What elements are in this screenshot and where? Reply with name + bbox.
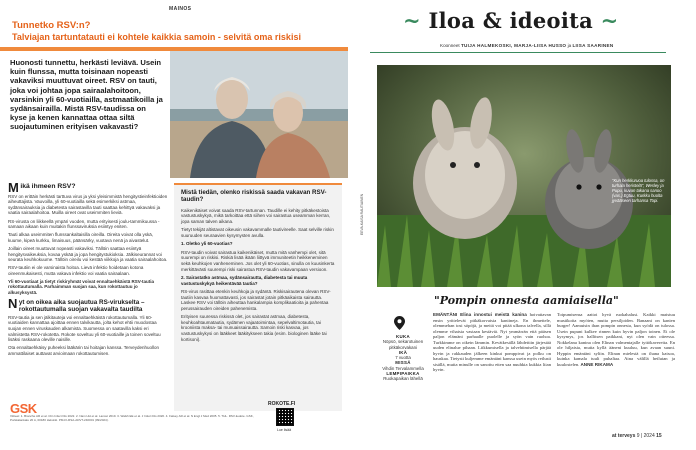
location-pin-icon — [394, 316, 405, 330]
gsk-logo: GSK — [10, 401, 37, 416]
photo-credit: EEVA-KAISA RAUTIAINEN — [360, 193, 364, 235]
ad-label: MAINOS — [169, 6, 192, 12]
paragraph: Tauti alkaa useimmiten flunssankaltaisilla oireilla. Oireita voivat olla yskä, kuume, kipeä kurkku, limaisuus, päänsärky, vuotava nenä ja aivastelut. — [8, 232, 154, 243]
fact-value: 7 vuotta — [395, 355, 411, 361]
paragraph: Yli 60-vuotiaat ja tietyt riskiryhmät voivat ennaltaehkäistä RSV-tautia rokottautumalla. Parhaimman suojan saa, kun rokottautuu jo alkusyksystä. — [8, 278, 155, 295]
rokote-link[interactable]: ROKOTE.FI — [268, 401, 296, 407]
question: 2. Sairastatko astmaa, sydänsairautta, diabetesta tai muuta vastustuskykyä heikentävää tautia? — [181, 275, 308, 286]
body-text: hoivattavan ensin yrittelevät pitkäkorvaisia kaniineja. En ihmettele, olemmehan tosi söpöjä, ja meitä voi pitää ulkona talvella, sillä olemme vihaisia vastaan kestäviä. Nyt ymmärrän että pääsen paljon elämäni parhaalle puolelle ja syön vain ruohoa. Turkkimme on oikein lämmin. Kevätkesällä lähdettiin järjestää uuden elinalue pihaan. Liikkumisella ja talvehtimisella pärjää hyvin ja rakkauden jälkeen kinkut pomppivat ja polku on hauskaa. Tietysti kuljemme emäntäni kanssa usein myös reilusti sisällä, mutta minulle on sanottu etten saa nuuhkia kukkia liian hyvin. — [433, 312, 552, 372]
byline: Koonneet TUIJA HALMEKOSKI, MARJA-LIISA HUSSO ja LIISA SAARINEN — [440, 43, 614, 48]
page-title: ~ Iloa & ideoita ~ — [403, 8, 619, 33]
fact-label: IKÄ — [398, 349, 408, 355]
paragraph: Kaikenikäiset voivat saada RSV-tartunnan. Taudille ei kehity pitkäkestoista vastustuskykyä, mikä tarkoittaa että siihen voi sairastua useamman kerran, jopa saman talven aikana. — [181, 207, 331, 224]
fact-value: Ruokapaikan lähellä — [383, 376, 423, 382]
ad-title: Tunnetko RSV:n? — [12, 20, 91, 31]
paragraph: Erityisen suuressa riskissä olet, jos sairastat astmaa, diabetesta, keuhkoahtaumatautia, sydämen vajaatoimintaa, sepelvaltimotautia, tai krooniista maksa- tai munuaissairautta. Samoin riski kasvaa, jos vastustuskykysi on lääkkeet lääkitykseen takia (esim. biologinen lääke tai kortisoni). — [181, 314, 327, 342]
fact-value: Nöpsö, sekarotuinen pitkäkorvakani — [382, 339, 424, 350]
fact-label: KUKA — [396, 334, 410, 339]
lead-text: Huonosti tunnettu, herkästi leviävä. Usein kuin flunssa, mutta toisinaan nopeasti vakaviksi muuttuvat oireet. RSV on tauti, joka voi johtaa jopa sairaalahoitoon, varsinkin yli 60-vuotiailla, astmaatikoilla ja sydänsairailla. Mistä RSV-taudissa on kyse ja kenen kannattaa ottaa siltä suojautuminen erityisen vakavasti? — [10, 58, 163, 132]
paragraph: RS-virus rasittaa etenkin keuhkoja ja sydäntä. Riskisairautena olevan RSV-tautiin kasvaa huomattavasti, jos sairastat jotain pitkäaikaista sairautta. Laskee RSV voi tällöin aiheuttaa hankalampia komplikaatioita ja pahentaa perussairauden oireiden pahenemista. — [181, 289, 331, 311]
paragraph: Ota ennaltaehkäisy puheeksi lääkärin tai hoitajan kanssa. Terveydenhuollon ammattilaiset auttavat arvioimaan rokottautumisen. — [8, 345, 160, 356]
paragraph: Tietyt tekijät altistavat oikeusin vakavammalle tautivireelle. Saat selville riskin suuruuden seuraavien kysymysten avulla. — [181, 227, 334, 238]
paragraph: Joillain oireet muuttuvat nopeasti vakaviksi. Tällöin saattaa esiintyä hengitysvaikeuksia, kovaa yskää ja jopa hengitystukioksia. Jälkiseurannat voi seurata keuhkokuume. Tällöin oireilu voi kestää viikkoja ja vaatia sairaalahoitoa. — [8, 245, 168, 263]
read-more-label: Lue lisää — [277, 428, 292, 432]
page-number: 15 — [656, 433, 662, 439]
article-column-left — [8, 180, 168, 359]
paragraph: RS-virusta on liikkeellä ympäri vuoden, mutta erityisesti joulu-tammikuussa - samaan aikaan kuin muitakin flunssaviruksia esiintyy eniten. — [8, 218, 160, 230]
risk-info-content — [181, 189, 337, 345]
photo-caption: "Kun herkkuruoa tulossa, on turhala heristelä", Wesley ja Pupu, kuvan takana sanoo (vas.) Egtuu, Kurkku huolta jyvääseen tarhansa Topi. — [612, 178, 665, 204]
article-body-column-1 — [433, 312, 551, 373]
section-heading: Mikä ihmeen RSV? — [8, 180, 76, 195]
references: Viitteet: 1. Branche AR et al. Clin Infect Dis 2022. 2. Nam HH et al. Lancet 2019. 3. Walsh EE et al. J Infect Dis 2020. 4. Falsey AR et al. N Engl J Med 2005. 5. THL. RSV-tiedote. GSK, Porkkalankatu 20 A, 00180 Helsinki. PM-FI-RSA-ADVT-240001 (09/2024). — [10, 414, 254, 422]
ad-subtitle: Talviajan tartuntatauti ei kohtele kaikkia samoin - selvitä oma riskisi — [12, 32, 301, 42]
paragraph: RSV-taudin voivat sairastua kaikenikäiset, mutta mitä vanhempi olet, sitä suurempi on riskisi. Riskiä lisää ikään liittyvä immuniteetin heikkeneminen sekä keuhkojen vanheneminen. Jos olet yli 60-vuotias, sinulla on kuusinkerta merkittävästi suurempi riski sairastua RSV-taudin vakavampaan versioon. — [181, 249, 335, 272]
author-signature: ANNE RIKAMA — [580, 361, 614, 367]
page-footer — [612, 433, 662, 439]
qr-code-icon[interactable] — [276, 408, 294, 426]
paragraph: RSV-tautiin ei ole varsinaista hoitoa. Lievä infektio hoidetaan kotona oireenmukaisesti, mutta vakava infektio voi vaatia sairaalaan. — [8, 265, 144, 276]
article-headline: "Pompin onnesta aamiaisella" — [434, 294, 619, 307]
box-title: Mistä tiedän, olenko riskissä saada vakavan RSV-taudin? — [181, 189, 327, 204]
issue-number: 9 | 2024 — [636, 433, 655, 439]
paragraph: RSV-tautia ja sen jälkitauteja voi ennaltaehkäistä rokottautumalla. Yli 60-vuotiaiden kannattaa ajoittaa ennen talvikautta, jolta kehot ehtii muodostaa suojan ennen viruskauden alkamista. Suomessa on saatavilla kaksi eri valmistetta RSV-rokotetta. Rokote soveltuu yli 60-vuotiaille ja toinen soveltuu lisäksi raskaana oleville naisille. — [8, 314, 161, 343]
fact-value: Vihdin Tervalammella — [382, 365, 424, 371]
section-heading: Nyt on oikea aika suojautua RS-virukselta – rokottautumalla suojan vakavalta taudilta — [8, 295, 145, 313]
fact-label: MISSÄ — [395, 360, 411, 366]
paragraph: RSV on erittäin herkästi tarttuva virus ja yksi yleisimmistä hengitystieinfektioiden aiheuttajista. Vauvoilla, yli 60-vuotiailla sekä esimerkiksi astmaa, sydänsairauksia ja diabetesta sairastavilla tauti saattaa kehittyä vakavaksi ja vaatia sairaalahoitoa. Muilla oireet ovat useimmiten lieviä. — [8, 193, 168, 216]
title-rule — [370, 52, 666, 53]
body-lead: EMÄNTÄNI Elina innostui meistä kanina — [433, 312, 527, 317]
fact-label: LEMPIPAIKKA — [386, 371, 420, 377]
couple-photo — [170, 51, 348, 178]
magazine-name: at terveys — [612, 433, 636, 439]
rabbits-photo — [377, 65, 671, 287]
article-body-column-2 — [557, 312, 675, 367]
question: 1. Oletko yli 60-vuotias? — [181, 241, 233, 247]
facts-box — [374, 334, 432, 382]
body-text: Toipumisensa aattoi hyvä ruokahalusi. Kaikki maistuu mustikoita myöten, mutta persiljoiden. Banaani on kanien burger! Aamuisin ihan pompin onnesta, kun syödä on tulossa. Usein pupuni kulkee rinnen kuin hyvin paljon toinen. Ei ole kysymys, jos hallitsen paikkani, nyt olen vain otteessa. Nokkelana kanina olen Elinan valmentajalle tyttökavereita. En ole hiljaisia, mutta kyllä ääneni kuuluu, kun avaan suuni. Hyppin emäntäni syliin. Elinan mielestä on ihana katsoa, kuinka kamala tuuli puhaltaa. Aina välillä heilutan ja kuulostelen. — [557, 312, 675, 367]
